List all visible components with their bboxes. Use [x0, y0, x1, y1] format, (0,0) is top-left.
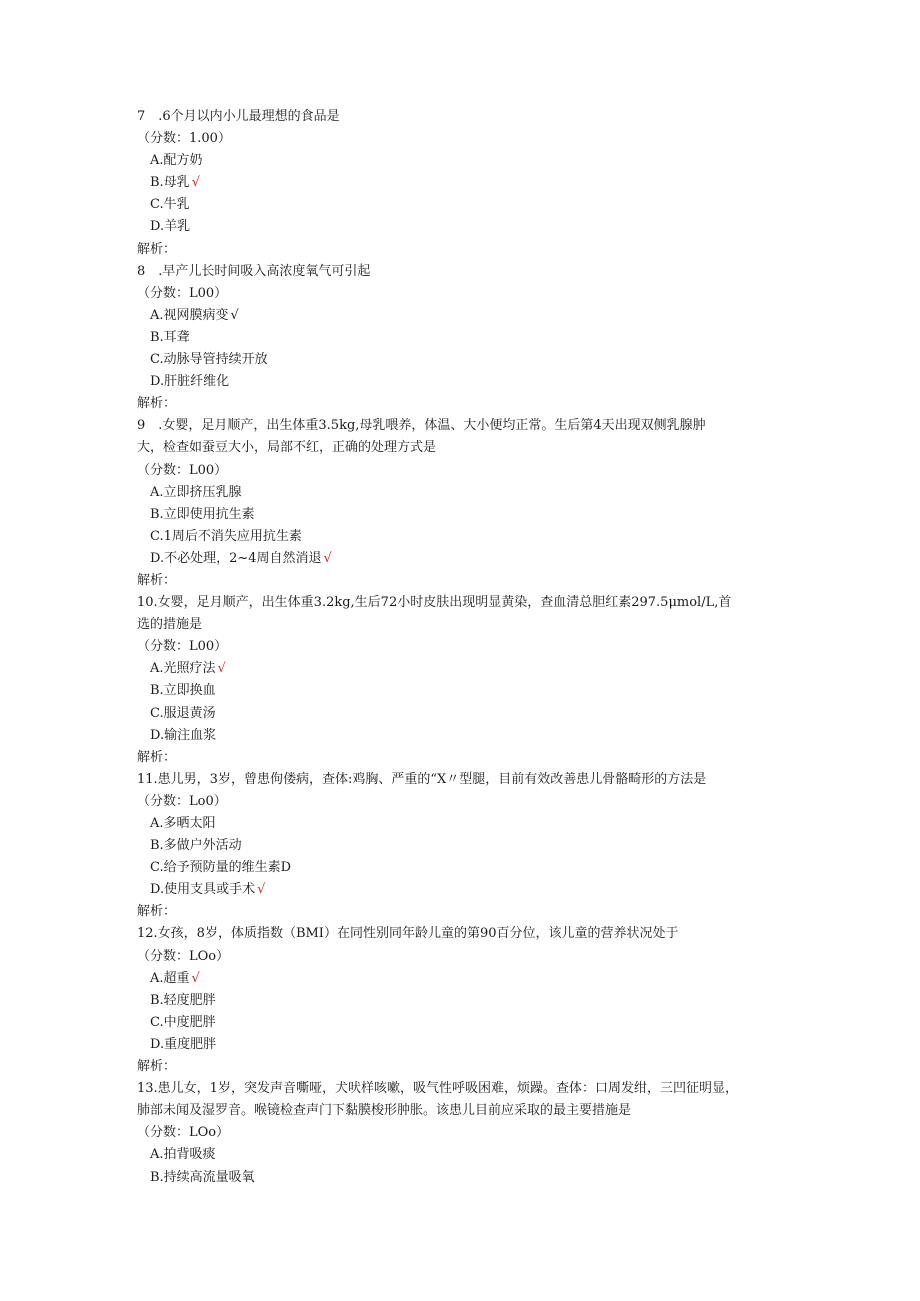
question-stem: 10.女婴，足月顺产，出生体重3.2kg,生后72小时皮肤出现明显黄染，查血清总胆红素297.5μmol/L,首	[137, 595, 732, 611]
analysis-label: 解析：	[137, 904, 177, 920]
answer-option-label: B.耳聋	[150, 329, 190, 345]
answer-option-label: B.母乳	[150, 175, 190, 191]
answer-option-label: D.肝脏纤维化	[150, 374, 230, 390]
answer-option	[137, 968, 777, 990]
answer-option	[137, 548, 777, 570]
correct-answer-check-icon: √	[230, 307, 239, 323]
answer-option-label: C.动脉导管持续开放	[150, 352, 268, 368]
question-score: （分数：Lo0）	[137, 793, 227, 809]
answer-option-label: A.多晒太阳	[150, 816, 216, 831]
correct-answer-check-icon: √	[191, 175, 200, 191]
answer-option	[137, 216, 777, 238]
answer-option-label: A.配方奶	[150, 153, 203, 169]
answer-option	[137, 1034, 777, 1056]
answer-option	[137, 305, 777, 327]
question-stem: 13.患儿女，1岁，突发声音嘶哑，犬吠样咳嗽，吸气性呼吸困难，烦躁。查体：口周发绀，三凹征明显，	[137, 1081, 738, 1097]
answer-option-label: D.重度肥胖	[150, 1036, 217, 1052]
answer-option-label: C.给予预防量的维生素D	[150, 860, 292, 876]
answer-option-label: D.不必处理，2~4周自然消退	[150, 550, 322, 566]
correct-answer-check-icon: √	[257, 882, 266, 898]
question-block	[137, 261, 777, 416]
correct-answer-check-icon: √	[323, 550, 332, 566]
question-stem: 7 .6个月以内小儿最理想的食品是	[137, 109, 340, 124]
answer-option-label: B.立即换血	[150, 683, 216, 699]
answer-option-label: D.输注血浆	[150, 727, 217, 743]
correct-answer-check-icon: √	[217, 661, 226, 677]
answer-option	[137, 813, 777, 835]
answer-option-label: C.服退黄汤	[150, 705, 216, 721]
answer-option-label: C.中度肥胖	[150, 1014, 216, 1030]
question-block	[137, 769, 777, 924]
answer-option-label: C.1周后不消失应用抗生素	[150, 528, 302, 544]
answer-option	[137, 349, 777, 371]
answer-option	[137, 990, 777, 1012]
answer-option	[137, 371, 777, 393]
answer-option-label: D.羊乳	[150, 219, 191, 235]
answer-option	[137, 526, 777, 548]
analysis-label: 解析：	[137, 1059, 177, 1075]
exam-page	[137, 106, 777, 1189]
answer-option	[137, 194, 777, 216]
question-score: （分数：LOo）	[137, 948, 230, 964]
question-score: （分数：L00）	[137, 639, 228, 655]
answer-option-label: A.视网膜病变	[150, 307, 229, 323]
correct-answer-check-icon: √	[191, 970, 200, 986]
question-score: （分数：L00）	[137, 285, 228, 301]
analysis-label: 解析：	[137, 572, 177, 588]
analysis-label: 解析：	[137, 396, 177, 412]
answer-option	[137, 879, 777, 901]
question-block	[137, 1078, 777, 1188]
answer-option-label: A.拍背吸痰	[150, 1147, 216, 1163]
analysis-label: 解析：	[137, 241, 177, 257]
answer-option	[137, 658, 777, 680]
question-score: （分数：1.00）	[137, 131, 231, 147]
question-stem: 选的措施是	[137, 617, 203, 633]
question-score: （分数：L00）	[137, 462, 228, 478]
question-stem: 11.患儿男，3岁，曾患佝偻病，查体:鸡胸、严重的“X〃型腿，目前有效改善患儿骨骼畸形的方法是	[137, 771, 707, 787]
answer-option	[137, 725, 777, 747]
answer-option-label: D.使用支具或手术	[150, 882, 256, 898]
question-stem: 大，检查如蚕豆大小，局部不红，正确的处理方式是	[137, 440, 437, 456]
answer-option-label: A.立即挤压乳腺	[150, 484, 242, 500]
answer-option-label: A.光照疗法	[150, 661, 216, 677]
answer-option	[137, 150, 777, 172]
question-stem: 12.女孩，8岁，体质指数（BMI）在同性别同年龄儿童的第90百分位，该儿童的营养状况处于	[137, 926, 679, 942]
answer-option-label: B.多做户外活动	[150, 838, 242, 854]
answer-option	[137, 1012, 777, 1034]
answer-option	[137, 1144, 777, 1166]
question-block	[137, 592, 777, 769]
answer-option-label: A.超重	[150, 970, 190, 986]
question-score: （分数：LOo）	[137, 1125, 230, 1141]
answer-option	[137, 327, 777, 349]
answer-option	[137, 680, 777, 702]
answer-option	[137, 703, 777, 725]
answer-option-label: B.轻度肥胖	[150, 992, 216, 1008]
question-stem: 8 .早产儿长时间吸入高浓度氧气可引起	[137, 263, 371, 279]
answer-option-label: C.牛乳	[150, 197, 190, 213]
question-stem: 肺部未闻及湿罗音。喉镜检查声门下黏膜梭形肿胀。该患儿目前应采取的最主要措施是	[137, 1103, 632, 1119]
analysis-label: 解析：	[137, 749, 177, 765]
question-stem: 9 .女婴，足月顺产，出生体重3.5kg,母乳喂养，体温、大小便均正常。生后第4天出现双侧乳腺肿	[137, 418, 706, 434]
answer-option	[137, 482, 777, 504]
answer-option	[137, 857, 777, 879]
question-block	[137, 415, 777, 592]
answer-option	[137, 835, 777, 857]
answer-option-label: B.立即使用抗生素	[150, 506, 255, 522]
answer-option	[137, 1167, 777, 1189]
question-block	[137, 923, 777, 1078]
question-block	[137, 106, 777, 261]
answer-option-label: B.持续高流量吸氧	[150, 1169, 255, 1185]
answer-option	[137, 504, 777, 526]
answer-option	[137, 172, 777, 194]
